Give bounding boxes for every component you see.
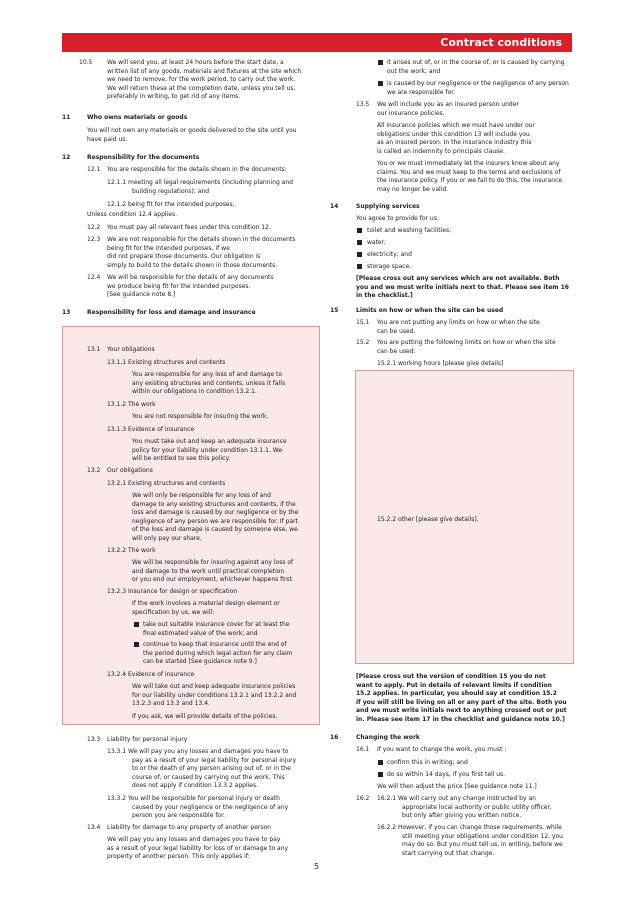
text-line: and we must write initials next to anything crossed out or put bbox=[356, 707, 567, 714]
text-line: negligence of any person we are responsible for. If part bbox=[132, 517, 298, 525]
text-line: preferably in writing, to get rid of any items. bbox=[107, 93, 241, 100]
text-line: take out suitable insurance cover for at least the bbox=[143, 621, 290, 628]
text-line: did not prepare those documents. Our obligation is bbox=[107, 253, 261, 260]
text-line: You or we must immediately let the insurers know about any bbox=[377, 160, 560, 167]
text-line: 13.2 bbox=[87, 467, 101, 474]
text-line: any existing structures and contents, unless it falls bbox=[132, 379, 286, 387]
text-line: We will then adjust the price [See guidance note 11.] bbox=[377, 783, 537, 790]
text-line: for our liability under conditions 13.2.1 and 13.2.2 and bbox=[132, 691, 297, 699]
text-line: [Please cross out the version of condition 15 you do not bbox=[356, 673, 546, 680]
text-line: 12.4 bbox=[87, 274, 101, 281]
text-line: 15.2 bbox=[356, 339, 370, 346]
text-line: All insurance policies which we must have under our bbox=[377, 122, 536, 129]
text-line: 16.1 bbox=[356, 746, 370, 753]
text-line: Unless condition 12.4 applies. bbox=[87, 211, 177, 218]
text-line: You are responsible for any loss of and damage to bbox=[132, 371, 283, 378]
text-line: in the checklist.] bbox=[356, 292, 413, 299]
text-line: If you ask, we will provide details of the policies. bbox=[132, 713, 278, 720]
text-line: 16 bbox=[330, 734, 339, 741]
text-line: is caused by our negligence or the negligence of any person bbox=[387, 80, 569, 87]
text-line: as a result of your legal liability for loss of or damage to any bbox=[107, 844, 289, 852]
section-header-bar bbox=[62, 33, 572, 52]
text-line: electricity; and bbox=[367, 251, 412, 258]
text-line: 13.3.1 We will pay you any losses and damages you have to bbox=[107, 748, 289, 755]
page-number: 5 bbox=[314, 862, 320, 871]
text-line: We will pay you any losses and damages you have to pay bbox=[107, 836, 281, 843]
text-line: We will return these at the completion date, unless you tell us, bbox=[107, 84, 296, 92]
bullet-square-icon bbox=[357, 252, 362, 257]
text-line: 10.5 bbox=[79, 59, 93, 66]
text-line: obligations under this condition 13 will include you bbox=[377, 130, 530, 138]
text-line: the period during which legal action for any claim bbox=[143, 649, 293, 657]
text-line: 13.5 bbox=[356, 101, 370, 108]
text-line: specification by us, we will: bbox=[132, 608, 215, 616]
text-line: continue to keep that insurance until the end of bbox=[143, 641, 287, 648]
text-line: our insurance policies. bbox=[377, 109, 445, 117]
text-line: 12.1 bbox=[87, 166, 101, 173]
text-line: still meeting your obligations under condition 12, you bbox=[402, 832, 563, 840]
text-line: We will be responsible for the details of any documents bbox=[107, 274, 274, 281]
text-line: building regulations); and bbox=[132, 187, 210, 195]
text-line: 15 bbox=[330, 307, 339, 314]
text-line: 13.1 bbox=[87, 346, 101, 353]
text-line: We will include you as an insured person under bbox=[377, 101, 519, 108]
text-line: 15.2.1 working hours [please give details] bbox=[377, 360, 504, 367]
text-line: 13.3 bbox=[87, 736, 101, 743]
text-line: person you are responsible for. bbox=[132, 812, 225, 819]
text-line: Liability for damage to any property of another person bbox=[107, 824, 271, 831]
text-line: 13.1.3 Evidence of insurance bbox=[107, 426, 195, 433]
text-line: 12.3 bbox=[87, 236, 101, 243]
text-line: We are not responsible for the details shown in the documents bbox=[107, 236, 296, 243]
text-line: If you want to change the work, you must : bbox=[377, 746, 507, 753]
text-line: You must take out and keep an adequate insurance bbox=[132, 438, 287, 445]
text-line: We will send you, at least 24 hours before the start date, a bbox=[107, 59, 284, 66]
text-line: want to apply. Put in details of relevant limits if condition bbox=[356, 681, 552, 689]
text-line: storage space. bbox=[367, 263, 412, 270]
text-line: can be used: bbox=[377, 347, 416, 355]
text-line: final estimated value of the work; and bbox=[143, 629, 258, 637]
text-line: confirm this in writing; and bbox=[387, 759, 468, 766]
text-line: is called an indemnity to principals clause. bbox=[377, 147, 505, 155]
text-line: 13.2.2 The work bbox=[107, 547, 156, 554]
text-line: Our obligations bbox=[107, 467, 153, 474]
text-line: 13.3.2 You will be responsible for personal injury or death bbox=[107, 795, 280, 802]
text-line: as an insured person. In the insurance industry this bbox=[377, 139, 532, 146]
text-line: 12 bbox=[62, 154, 71, 161]
text-line: 13.1.1 Existing structures and contents bbox=[107, 359, 226, 366]
text-line: You agree to provide for us: bbox=[356, 215, 439, 222]
bullet-square-icon bbox=[378, 60, 383, 65]
text-line: appropriate local authority or public utility officer, bbox=[402, 803, 552, 811]
text-line: If the work involves a material design element or bbox=[132, 600, 280, 607]
text-line: 16.2.1 We will carry out any change instructed by an bbox=[377, 795, 536, 802]
text-line: You will not own any materials or goods delivered to the site until you bbox=[87, 127, 297, 134]
section-title: Contract conditions bbox=[440, 36, 562, 49]
text-line: Who owns materials or goods bbox=[87, 114, 188, 121]
bullet-square-icon bbox=[357, 264, 362, 269]
text-line: the insurance policy. If you or we fail to do this, the insurance bbox=[377, 177, 563, 184]
text-line: You are not putting any limits on how or when the site bbox=[377, 319, 540, 326]
text-line: You are responsible for the details shown in the documents: bbox=[107, 166, 287, 173]
bullet-square-icon bbox=[378, 81, 383, 86]
text-line: have paid us. bbox=[87, 135, 128, 143]
text-line: 13.2.4 Evidence of insurance bbox=[107, 671, 195, 678]
text-line: We will only be responsible for any loss of and bbox=[132, 492, 271, 499]
bullet-square-icon bbox=[134, 642, 139, 647]
text-line: 15.2 applies. In particular, you should say at condition 15.2 bbox=[356, 690, 557, 697]
text-line: can be used. bbox=[377, 327, 416, 335]
text-line: Changing the work bbox=[356, 734, 420, 741]
text-line: claims. You and we must keep to the terms and exclusions of bbox=[377, 168, 561, 176]
text-line: 13.4 bbox=[87, 824, 101, 831]
text-line: [Please cross out any services which are not available. Both bbox=[356, 275, 560, 282]
text-line: 13.2.3 and 13.3 and 13.4. bbox=[132, 700, 210, 707]
text-line: 14 bbox=[330, 203, 339, 210]
text-line: water; bbox=[367, 239, 387, 246]
text-line: We will take out and keep adequate insurance policies bbox=[132, 683, 296, 690]
text-line: course of, or caused by carrying out the work. This bbox=[132, 773, 285, 781]
text-line: 16.2.2 However, if you can change those requirements, while bbox=[377, 824, 562, 831]
text-line: damage to any existing structures and contents, if the bbox=[132, 500, 296, 508]
text-line: may no longer be valid. bbox=[377, 185, 449, 193]
text-line: start carrying out that change. bbox=[402, 849, 495, 857]
text-line: Responsibility for loss and damage and insurance bbox=[87, 309, 256, 316]
text-line: does not apply if condition 13.3.2 applies. bbox=[132, 782, 259, 789]
text-line: it arises out of, or in the course of, or is caused by carrying bbox=[387, 59, 565, 66]
text-line: [See guidance note 8.] bbox=[107, 291, 176, 298]
text-line: We will be responsible for insuring against any loss of bbox=[132, 559, 294, 566]
text-line: can be started [See guidance note 9.] bbox=[143, 658, 257, 665]
text-line: 12.1.1 meeting all legal requirements (including planning and bbox=[107, 179, 293, 186]
text-line: 13 bbox=[62, 309, 71, 316]
text-line: will be entitled to see this policy. bbox=[132, 455, 231, 462]
text-line: we need to remove, for the work period, to carry out the work. bbox=[107, 76, 296, 83]
bullet-square-icon bbox=[357, 240, 362, 245]
text-line: 11 bbox=[62, 114, 71, 121]
bullet-square-icon bbox=[134, 622, 139, 627]
text-line: in. Please see item 17 in the checklist and guidance note 10.] bbox=[356, 715, 565, 723]
text-line: 12.2 bbox=[87, 224, 101, 231]
text-line: 15.1 bbox=[356, 319, 370, 326]
text-line: being fit for the intended purposes, if we bbox=[107, 244, 230, 252]
text-line: You must pay all relevant fees under this condition 12. bbox=[107, 224, 271, 231]
text-line: we produce being fit for the intended purposes. bbox=[107, 282, 251, 290]
text-line: 13.1.2 The work bbox=[107, 401, 156, 408]
text-line: 15.2.2 other [please give details]. bbox=[377, 516, 479, 523]
text-line: policy for your liability under condition 13.1.1. We bbox=[132, 446, 283, 454]
text-line: You are not responsible for insuring the work. bbox=[132, 413, 269, 420]
text-line: property of another person. This only applies if: bbox=[107, 853, 250, 860]
text-line: and damage to the work until practical completion bbox=[132, 567, 285, 575]
text-line: or you end our employment, whichever happens first. bbox=[132, 576, 294, 583]
text-line: you and we must write initials next to that. Please see item 16 bbox=[356, 283, 569, 291]
text-line: Responsibility for the documents bbox=[87, 154, 200, 161]
text-line: of the loss and damage is caused by someone else, we bbox=[132, 526, 298, 533]
text-line: will only pay our share. bbox=[132, 534, 202, 542]
text-line: written list of any goods, materials and fixtures at the site which bbox=[107, 67, 302, 75]
text-line: You are putting the following limits on how or when the site bbox=[377, 339, 556, 346]
text-line: to or the death of any person arising out of, or in the bbox=[132, 765, 291, 772]
text-line: we are responsible for. bbox=[387, 88, 456, 96]
text-line: 13.2.1 Existing structures and contents bbox=[107, 480, 226, 487]
text-line: Supplying services bbox=[356, 203, 420, 210]
text-line: Liability for personal injury bbox=[107, 736, 188, 743]
text-line: caused by your negligence or the negligence of any bbox=[132, 803, 289, 811]
text-line: Your obligations bbox=[107, 346, 155, 353]
bullet-square-icon bbox=[378, 760, 383, 765]
text-line: but only after giving you written notice. bbox=[402, 812, 522, 819]
text-line: may do so. But you must tell us, in writing, before we bbox=[402, 841, 563, 848]
text-line: loss and damage is caused by our negligence or by the bbox=[132, 509, 299, 516]
bullet-square-icon bbox=[378, 772, 383, 777]
bullet-square-icon bbox=[357, 228, 362, 233]
text-line: do so within 14 days, if you first tell us. bbox=[387, 771, 506, 778]
text-line: simply to build to the details shown in those documents. bbox=[107, 261, 278, 269]
text-line: 12.1.2 being fit for the intended purposes, bbox=[107, 201, 235, 208]
text-line: pay as a result of your legal liability for personal injury bbox=[132, 756, 297, 764]
text-line: toilet and washing facilities; bbox=[367, 227, 452, 234]
text-line: 16.2 bbox=[356, 795, 370, 802]
text-line: within our obligations in condition 13.2.1. bbox=[132, 388, 257, 395]
text-line: out the work; and bbox=[387, 67, 441, 75]
text-line: Limits on how or when the site can be used bbox=[356, 307, 504, 314]
text-line: 13.2.3 Insurance for design or specification bbox=[107, 588, 238, 595]
text-line: if you will still be living on all or any part of the site. Both you bbox=[356, 698, 567, 706]
